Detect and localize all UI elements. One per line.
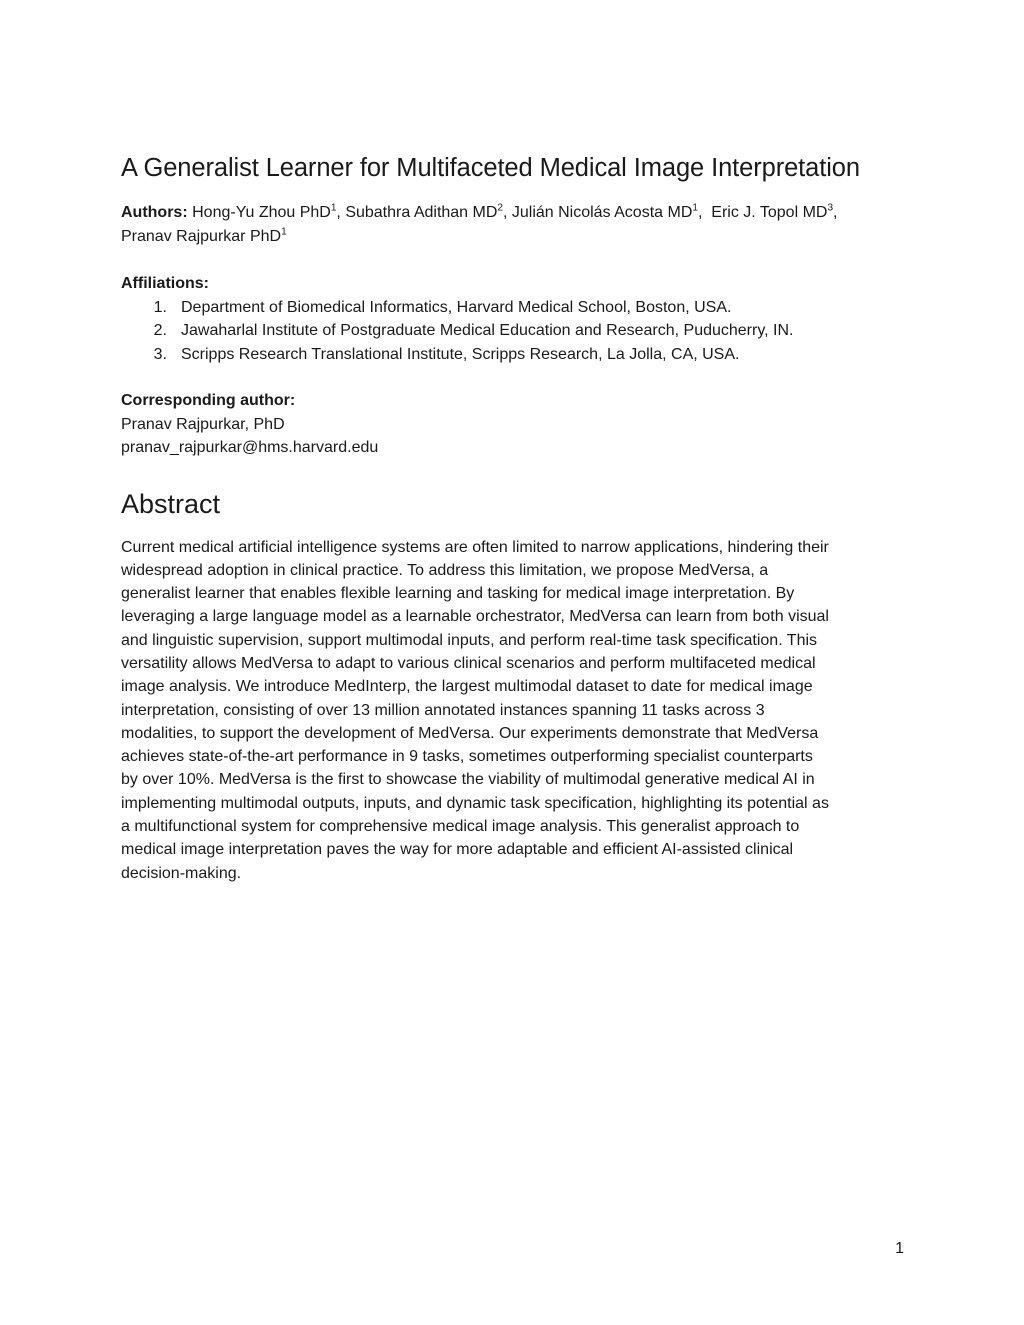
abstract-line: achieves state-of-the-art performance in 9 tasks, sometimes outperforming specialist counterparts <box>121 748 813 766</box>
affiliations-label: Affiliations: <box>121 275 209 292</box>
abstract-body <box>121 536 911 885</box>
authors-block <box>121 201 911 248</box>
affiliation-text: Department of Biomedical Informatics, Harvard Medical School, Boston, USA. <box>181 298 732 316</box>
abstract-line: interpretation, consisting of over 13 million annotated instances spanning 11 tasks across 3 <box>121 701 765 719</box>
affiliation-item <box>121 296 911 320</box>
author-affil-sup: 1 <box>281 226 287 238</box>
author-name: Hong-Yu Zhou PhD <box>192 204 331 221</box>
author-affil-sup: 1 <box>692 202 698 214</box>
author-affil-sup: 2 <box>497 202 503 214</box>
corresponding-author-email: pranav_rajpurkar@hms.harvard.edu <box>121 439 379 456</box>
abstract-line: Current medical artificial intelligence systems are often limited to narrow applications, hindering their <box>121 538 829 556</box>
affiliation-item <box>121 319 911 343</box>
affiliation-item <box>121 343 911 367</box>
affiliations-list <box>121 296 911 367</box>
author-name: Pranav Rajpurkar PhD <box>121 227 282 245</box>
paper-title: A Generalist Learner for Multifaceted Medical Image Interpretation <box>121 154 860 182</box>
author-separator: , <box>833 204 838 221</box>
abstract-line: decision-making. <box>121 864 242 882</box>
abstract-line: widespread adoption in clinical practice. To address this limitation, we propose MedVersa, a <box>121 561 769 579</box>
corresponding-author-name: Pranav Rajpurkar, PhD <box>121 415 285 433</box>
abstract-line: a multifunctional system for comprehensive medical image analysis. This generalist approach to <box>121 818 800 836</box>
author-name: Subathra Adithan MD <box>345 204 498 221</box>
author-name: Eric J. Topol MD <box>711 204 828 221</box>
paper-page <box>121 150 911 885</box>
affiliation-number: 1. <box>153 298 167 316</box>
corresponding-author-label: Corresponding author: <box>121 392 296 409</box>
affiliations-block <box>121 272 911 366</box>
author-separator: , <box>502 204 512 221</box>
author-name: Julián Nicolás Acosta MD <box>511 204 693 221</box>
affiliation-number: 2. <box>153 322 167 339</box>
abstract-line: image analysis. We introduce MedInterp, the largest multimodal dataset to date for medical image <box>121 678 813 696</box>
abstract-line: modalities, to support the development of MedVersa. Our experiments demonstrate that MedVersa <box>121 724 819 742</box>
abstract-line: implementing multimodal outputs, inputs, and dynamic task specification, highlighting its potential as <box>121 794 829 812</box>
abstract-line: and linguistic supervision, support multimodal inputs, and perform real-time task specification. This <box>121 631 818 649</box>
author-separator: , <box>336 204 346 221</box>
affiliation-text: Scripps Research Translational Institute, Scripps Research, La Jolla, CA, USA. <box>181 345 740 363</box>
abstract-heading: Abstract <box>121 488 221 519</box>
abstract-line: medical image interpretation paves the way for more adaptable and efficient AI-assisted clinical <box>121 841 794 859</box>
page-number: 1 <box>895 1240 904 1257</box>
authors-label: Authors: <box>121 204 188 221</box>
abstract-line: leveraging a large language model as a learnable orchestrator, MedVersa can learn from both visual <box>121 608 829 626</box>
author-separator: , <box>697 204 712 221</box>
author-affil-sup: 3 <box>827 202 834 214</box>
abstract-line: by over 10%. MedVersa is the first to showcase the viability of multimodal generative medical AI in <box>121 771 815 789</box>
affiliation-text: Jawaharlal Institute of Postgraduate Medical Education and Research, Puducherry, IN. <box>181 322 794 339</box>
author-affil-sup: 1 <box>330 202 337 214</box>
abstract-line: generalist learner that enables flexible learning and tasking for medical image interpretation. By <box>121 585 795 603</box>
abstract-line: versatility allows MedVersa to adapt to various clinical scenarios and perform multifaceted medical <box>121 654 816 672</box>
corresponding-author-block <box>121 389 911 460</box>
affiliation-number: 3. <box>153 345 167 363</box>
